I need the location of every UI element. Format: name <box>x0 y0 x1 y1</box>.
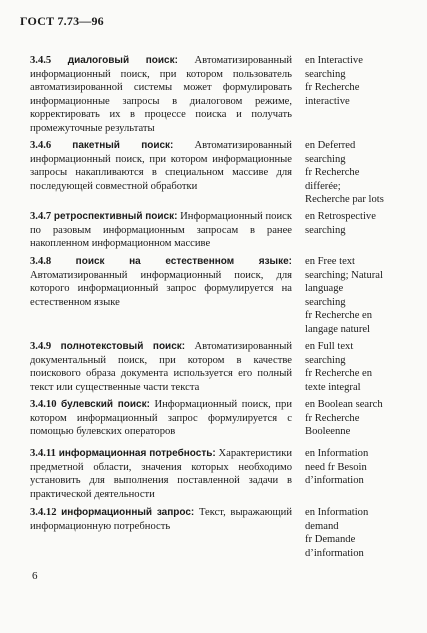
term-number: 3.4.5 <box>30 55 52 66</box>
term-name: информационный запрос: <box>61 507 195 518</box>
term-definition: Информационный поиск, при котором информационный запрос формулируется с помощью булевских операторов <box>30 399 292 438</box>
term-definition-block <box>30 210 292 251</box>
term-definition-block <box>30 340 292 394</box>
foreign-equivalents <box>305 255 423 337</box>
foreign-equivalents <box>305 506 423 560</box>
term-definition-block <box>30 447 292 501</box>
equivalent-line: en Retrospective <box>305 211 376 222</box>
equivalent-line: differée; <box>305 180 341 192</box>
equivalent-line: en Boolean search <box>305 399 383 410</box>
term-number: 3.4.6 <box>30 140 52 151</box>
foreign-equivalents <box>305 54 423 108</box>
term-definition: Автоматизированный информационный поиск, при котором информационные запросы накапливаются в специальном массиве для последующей совместной обработки <box>30 140 292 192</box>
equivalent-line: d’information <box>305 547 364 559</box>
term-name: булевский поиск: <box>61 399 150 410</box>
equivalent-line: searching <box>305 68 346 80</box>
equivalent-line: need fr Besoin <box>305 461 367 473</box>
equivalent-line: fr Recherche <box>305 167 360 179</box>
equivalent-line: texte integral <box>305 381 361 393</box>
equivalent-line: fr Recherche <box>305 412 360 424</box>
equivalent-line: searching <box>305 153 346 165</box>
foreign-equivalents <box>305 210 423 237</box>
term-name: ретроспективный поиск: <box>53 211 178 222</box>
page-number: 6 <box>32 570 38 582</box>
equivalent-line: searching <box>305 224 346 236</box>
equivalent-line: interactive <box>305 95 350 107</box>
term-name: пакетный поиск: <box>72 140 174 151</box>
equivalent-line: en Full text <box>305 341 354 352</box>
equivalent-line: demand <box>305 520 339 532</box>
foreign-equivalents <box>305 447 423 488</box>
term-number: 3.4.11 <box>30 448 56 459</box>
equivalent-line: en Information <box>305 448 369 459</box>
term-number: 3.4.7 <box>30 211 52 222</box>
document-header: ГОСТ 7.73—96 <box>20 14 104 28</box>
foreign-equivalents <box>305 139 423 207</box>
equivalent-line: Booleenne <box>305 426 351 438</box>
equivalent-line: fr Recherche en <box>305 368 373 380</box>
term-definition: Характеристики предметной области, значения которых необходимо установить для выполнения поставленной задачи в практической деятельности <box>30 448 293 500</box>
term-definition: Информационный поиск по разовым информационным запросам в ранее накопленном информационном массиве <box>30 211 292 250</box>
equivalent-line: searching <box>305 296 346 308</box>
term-definition-block <box>30 54 292 136</box>
equivalent-line: searching; Natural <box>305 269 383 281</box>
equivalent-line: d’information <box>305 475 364 487</box>
term-number: 3.4.12 <box>30 507 57 518</box>
equivalent-line: searching <box>305 354 346 366</box>
equivalent-line: en Deferred <box>305 140 356 151</box>
equivalent-line: fr Demande <box>305 534 356 546</box>
equivalent-line: fr Recherche en <box>305 310 373 322</box>
term-name: диалоговый поиск: <box>67 55 178 66</box>
term-name: полнотекстовый поиск: <box>60 341 186 352</box>
equivalent-line: en Free text <box>305 256 356 267</box>
equivalent-line: language <box>305 283 344 295</box>
term-definition: Автоматизированный информационный поиск, для которого информационный запрос формулируется на естественном языке <box>30 269 292 308</box>
term-number: 3.4.8 <box>30 256 52 267</box>
term-definition-block <box>30 506 292 533</box>
term-number: 3.4.10 <box>30 399 57 410</box>
term-number: 3.4.9 <box>30 341 52 352</box>
term-definition: Автоматизированный информационный поиск, при котором пользователь автоматизированной системы может формулировать информационные запросы в диалоговом режиме, корректировать их в процессе поиска и получать промежуточные результаты <box>30 55 292 134</box>
equivalent-line: Recherche par lots <box>305 194 384 206</box>
term-definition-block <box>30 255 292 309</box>
term-definition: Автоматизированный документальный поиск, при котором в качестве поискового образа документа используется его полный текст или существенные части текста <box>30 341 293 393</box>
equivalent-line: en Information <box>305 507 369 518</box>
term-name: информационная потребность: <box>58 448 216 459</box>
equivalent-line: fr Recherche <box>305 82 360 94</box>
term-name: поиск на естественном языке: <box>75 256 292 267</box>
term-definition-block <box>30 398 292 439</box>
term-definition-block <box>30 139 292 193</box>
equivalent-line: en Interactive <box>305 55 363 66</box>
term-definition: Текст, выражающий информационную потребность <box>30 507 292 532</box>
foreign-equivalents <box>305 340 423 394</box>
equivalent-line: langage naturel <box>305 323 371 335</box>
foreign-equivalents <box>305 398 423 439</box>
